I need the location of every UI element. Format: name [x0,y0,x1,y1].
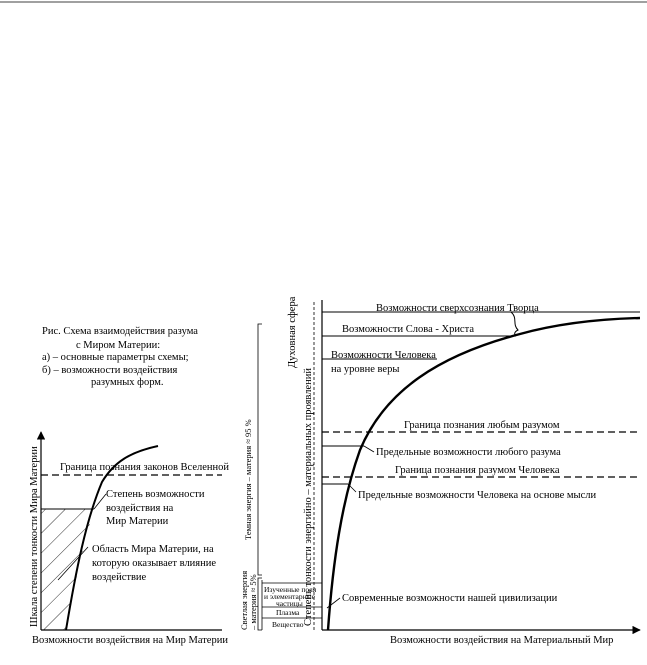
left-area-label-2: которую оказывает влияние [92,558,217,569]
dark-energy-bracket [258,324,262,575]
left-diagram [29,432,229,646]
figure-caption [42,326,198,388]
right-y-axis-label: Степень тонкости энергийно – материальных проявлений [303,367,314,626]
dark-energy-label: Темная энергия – материя ≈ 95 % [243,419,253,540]
left-boundary-label: Граница познания законов Вселенной [60,462,229,473]
caption-line-3: а) – основные параметры схемы; [42,352,189,363]
civilization-leader [327,598,340,608]
left-area-label-1: Область Мира Материи, на [92,544,214,555]
caption-line-1: Рис. Схема взаимодействия разума [42,326,198,337]
christ-label: Возможности Слова - Христа [342,324,474,335]
spiritual-sphere-label: Духовная сфера [287,296,298,368]
any-mind-limit-label: Предельные возможности любого разума [376,447,561,458]
caption-line-4: б) – возможности воздействия [42,365,178,376]
civilization-label: Современные возможности нашей цивилизации [342,593,558,604]
light-energy-label-2: – материя ≈ 5% [248,574,258,630]
left-x-axis-label: Возможности воздействия на Мир Материи [32,635,228,646]
level-particles-2: и элементарные [264,592,315,601]
right-x-axis-label: Возможности воздействия на Материальный Мир [390,635,614,646]
any-mind-boundary-label: Граница познания любым разумом [404,420,560,431]
faith-label-1: Возможности Человека [331,350,436,361]
human-boundary-label: Граница познания разумом Человека [395,465,560,476]
caption-line-2: с Миром Материи: [76,340,161,351]
level-plasma: Плазма [276,608,300,617]
caption-line-5: разумных форм. [91,377,164,388]
right-diagram [239,296,640,646]
light-energy-label-1: Светлая энергия [239,570,249,630]
level-particles-3: частицы [276,599,303,608]
light-energy-bracket [258,578,262,630]
level-particles-1: Изученные поля [264,585,317,594]
creator-label: Возможности сверхсознания Творца [376,303,539,314]
left-degree-label-1: Степень возможности [106,489,205,500]
human-thought-label: Предельные возможности Человека на основе мысли [358,490,597,501]
left-degree-label-3: Мир Материи [106,516,169,527]
left-area-label-3: воздействие [92,572,147,583]
level-substance: Вещество [272,620,304,629]
any-mind-limit-leader [364,446,374,452]
faith-label-2: на уровне веры [331,364,400,375]
christ-bracket [511,312,518,336]
left-y-axis-label: Шкала степени тонкости Мира Материи [29,446,40,627]
left-degree-label-2: воздействия на [106,503,174,514]
